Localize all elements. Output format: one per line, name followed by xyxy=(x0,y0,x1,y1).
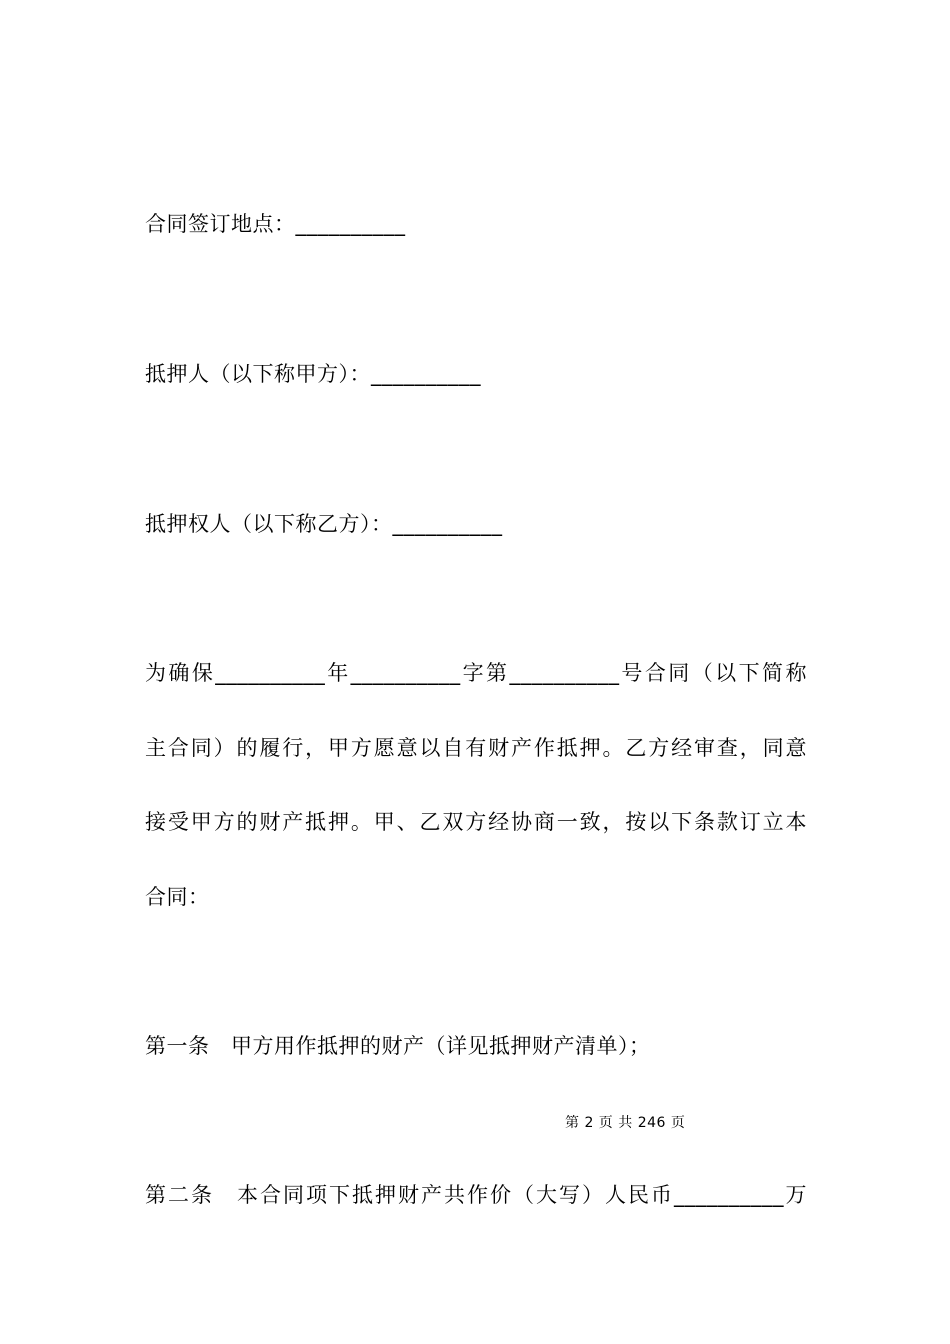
article-1: 第一条 甲方用作抵押的财产（详见抵押财产清单）； xyxy=(145,1034,651,1058)
preamble-line: 主合同）的履行，甲方愿意以自有财产作抵押。乙方经审查，同意 xyxy=(145,735,807,760)
mortgagee-field: 抵押权人（以下称乙方）：__________ xyxy=(145,512,503,536)
preamble-line: 接受甲方的财产抵押。甲、乙双方经协商一致，按以下条款订立本 xyxy=(145,810,807,834)
preamble-line: 为确保__________年__________字第__________号合同（以下简称 xyxy=(145,661,807,685)
page-footer: 第 2 页 共 246 页 xyxy=(565,1115,686,1131)
article-2: 第二条 本合同项下抵押财产共作价（大写）人民币__________万 xyxy=(145,1183,807,1207)
preamble-line: 合同： xyxy=(145,884,210,909)
preamble-paragraph xyxy=(145,659,807,957)
sign-place-field: 合同签订地点：__________ xyxy=(145,212,406,236)
mortgagor-field: 抵押人（以下称甲方）：__________ xyxy=(145,362,481,386)
